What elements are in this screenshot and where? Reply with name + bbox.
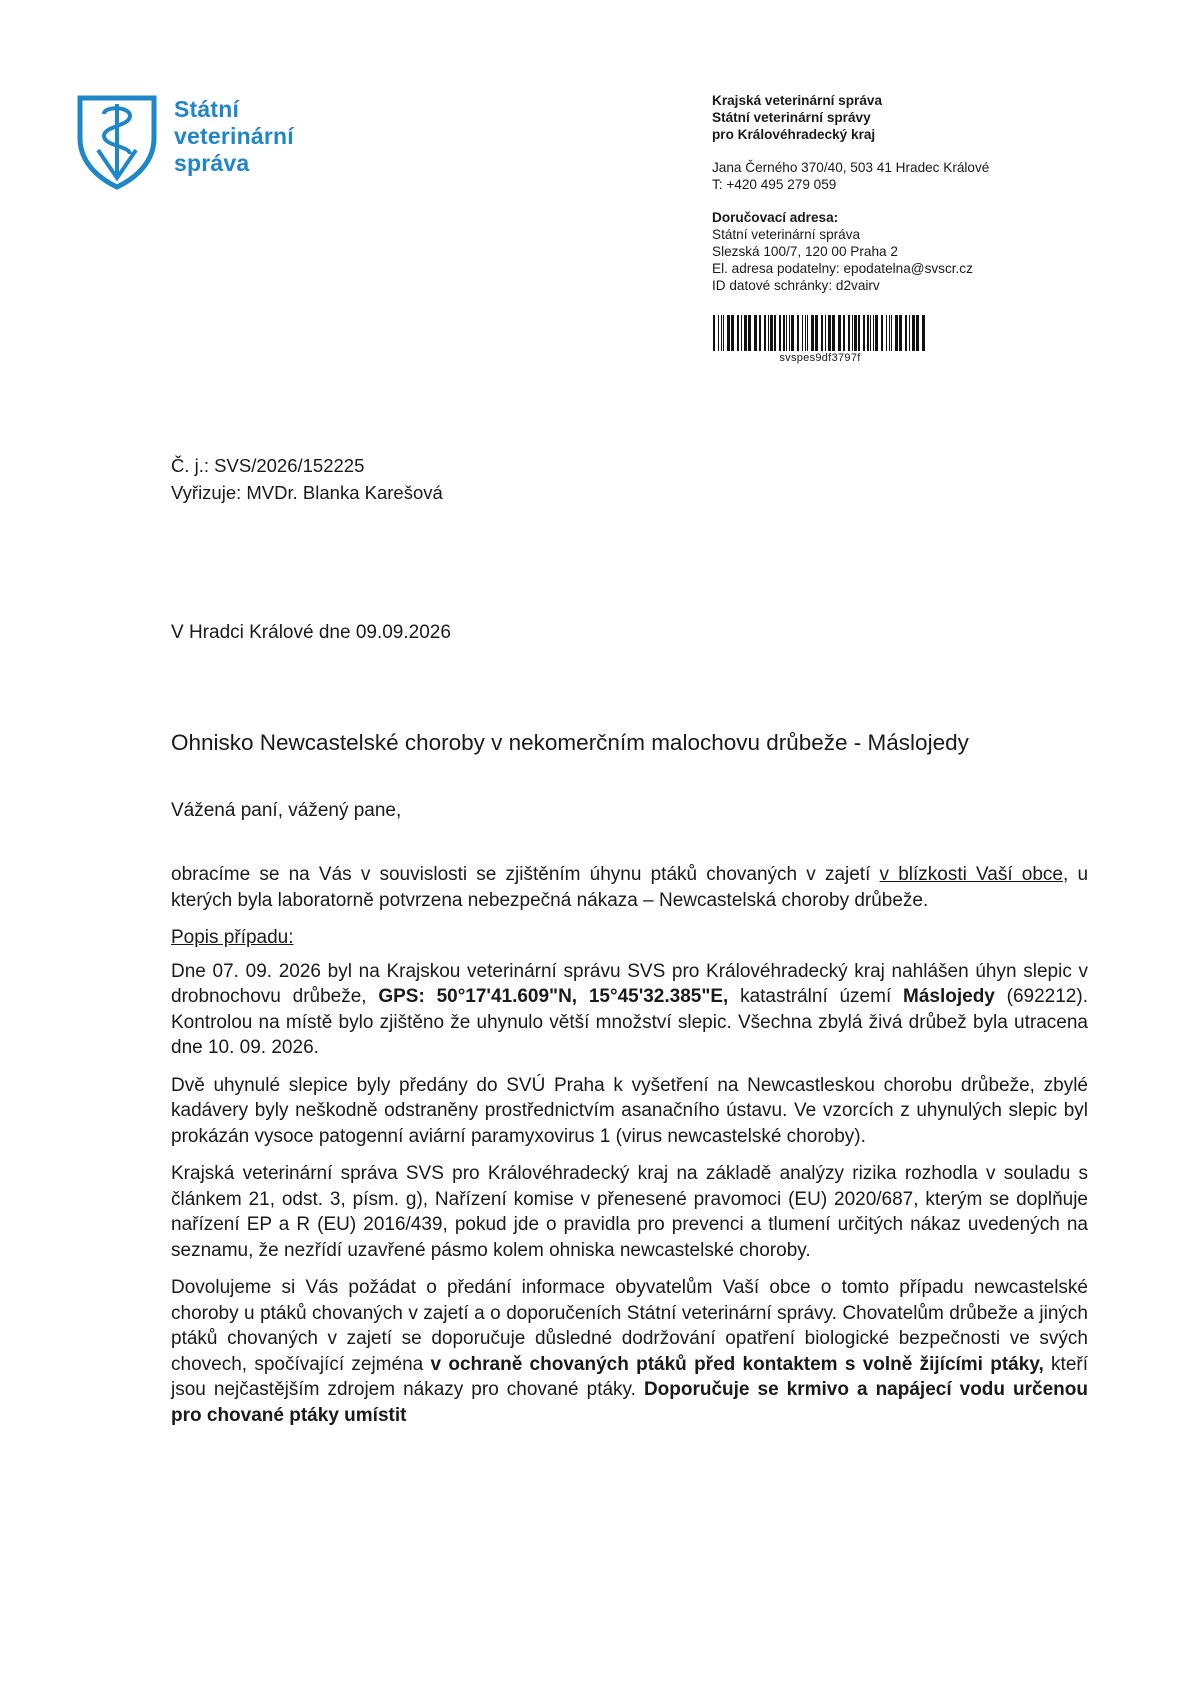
- barcode-bar: [912, 315, 915, 351]
- greeting: Vážená paní, vážený pane,: [171, 800, 402, 821]
- barcode-bar: [867, 315, 869, 351]
- reference-block: [171, 452, 443, 506]
- barcode-bar: [825, 315, 826, 351]
- barcode-bar: [759, 315, 761, 351]
- barcode-text: svspes9df3797f: [779, 352, 861, 364]
- barcode-bar: [797, 315, 799, 351]
- paragraph-4: Krajská veterinární správa SVS pro Královéhradecký kraj na základě analýzy rizika rozhodla v souladu s článkem 21, odst. 3, písm. g), Nařízení komise v přenesené pravomoci (EU) 2020/687, kterým se doplňuje nařízení EP a R (EU) 2016/439, pokud jde o pravidla pro prevenci a tlumení určitých nákaz uvedených na seznamu, že nezřídí uzavřené pásmo kolem ohniska newcastelské choroby.: [171, 1163, 1088, 1261]
- barcode-bar: [922, 315, 925, 351]
- barcode-bar: [721, 315, 722, 351]
- barcode-bar: [737, 315, 739, 351]
- barcode-bar: [858, 315, 860, 351]
- p5-bold-2: Doporučuje se krmivo a napájecí vodu určenou pro chované ptáky umístit: [171, 1379, 1088, 1426]
- barcode-bar: [748, 315, 751, 351]
- delivery-databox: ID datové schránky: d2vairv: [712, 278, 880, 293]
- logo-line-2: veterinární: [174, 123, 294, 149]
- barcode-bar: [811, 315, 814, 351]
- barcode-bar: [718, 315, 719, 351]
- barcode-bar: [843, 315, 845, 351]
- paragraph-2: [171, 959, 1088, 1061]
- sender-address: Jana Černého 370/40, 503 41 Hradec Králové: [712, 160, 990, 175]
- sender-phone: T: +420 495 279 059: [712, 177, 837, 192]
- barcode-bar: [727, 315, 730, 351]
- barcode-bar: [786, 315, 787, 351]
- barcode-bar: [889, 315, 890, 351]
- barcode-bar: [854, 315, 857, 351]
- barcode-bar: [791, 315, 794, 351]
- p5-text-a: Dovolujeme si Vás požádat o předání informace obyvatelům Vaší obce o tomto případu newcastelské choroby u ptáků chovaných v zajetí a o doporučeních Státní veterinární správy. Chovatelům drůbeže a jiných ptáků chovaných v zajetí se doporučuje důsledné dodržování opatření biologické bezpečnosti ve svých chovech, spočívající zejména: [171, 1277, 1088, 1375]
- case-heading: Popis případu:: [171, 927, 294, 948]
- barcode-bar: [789, 315, 790, 351]
- barcode-bar: [783, 315, 785, 351]
- barcode-bar: [832, 315, 835, 351]
- date-line: V Hradci Králové dne 09.09.2026: [171, 622, 451, 643]
- barcode-bar: [807, 315, 808, 351]
- barcode-bar: [899, 315, 902, 351]
- p1-text-b: , u kterých byla laboratorně potvrzena nebezpečná nákaza – Newcastelská choroby drůbeže.: [171, 864, 1089, 911]
- barcode-bar: [875, 315, 878, 351]
- barcode-bar: [909, 315, 910, 351]
- barcode-bar: [768, 315, 769, 351]
- barcode-bar: [770, 315, 773, 351]
- delivery-name: Státní veterinární správa: [712, 227, 861, 242]
- barcode-bar: [881, 315, 883, 351]
- paragraph-5: [171, 1275, 1088, 1428]
- sender-org-1: Krajská veterinární správa: [712, 93, 883, 108]
- delivery-street: Slezská 100/7, 120 00 Praha 2: [712, 244, 898, 259]
- barcode-bar: [731, 315, 734, 351]
- p1-underlined: v blízkosti Vaší obce: [879, 864, 1063, 885]
- barcode-bar: [891, 315, 892, 351]
- barcode-bar: [870, 315, 871, 351]
- logo-line-1: Státní: [174, 96, 240, 122]
- logo-line-3: správa: [174, 150, 250, 176]
- barcode-bar: [744, 315, 747, 351]
- svs-shield-icon: [74, 92, 160, 190]
- barcode-bar: [805, 315, 806, 351]
- barcode-bar: [886, 315, 887, 351]
- p5-text-b: kteří jsou nejčastějším zdrojem nákazy pro chované ptáky.: [171, 1353, 1089, 1400]
- delivery-label: Doručovací adresa:: [712, 210, 839, 225]
- p5-bold-1: v ochraně chovaných ptáků před kontaktem s volně žijícími ptáky,: [430, 1353, 1044, 1375]
- barcode-bar: [905, 315, 907, 351]
- barcode-bar: [764, 315, 766, 351]
- svs-logo: [74, 92, 374, 202]
- barcode-bar: [802, 315, 803, 351]
- barcode-bar: [873, 315, 874, 351]
- barcode-bar: [848, 315, 850, 351]
- barcode-bar: [779, 315, 781, 351]
- barcode-bar: [852, 315, 853, 351]
- letter-body: [171, 862, 1088, 1440]
- barcode-bar: [713, 315, 715, 351]
- p1-text-a: obracíme se na Vás v souvislosti se zjištěním úhynu ptáků chovaných v zajetí: [171, 864, 880, 885]
- barcode-bar: [723, 315, 724, 351]
- paragraph-1: [171, 862, 1088, 913]
- delivery-email: El. adresa podatelny: epodatelna@svscr.cz: [712, 261, 973, 276]
- barcode-bar: [754, 315, 757, 351]
- p2-gps: GPS: 50°17'41.609"N, 15°45'32.385"E,: [378, 986, 729, 1007]
- barcode-bar: [916, 315, 919, 351]
- sender-org-2: Státní veterinární správy: [712, 110, 871, 125]
- reference-number: Č. j.: SVS/2026/152225: [171, 455, 365, 476]
- p2-place: Máslojedy: [903, 986, 995, 1007]
- barcode-bar: [863, 315, 865, 351]
- p2-text-c: (692212). Kontrolou na místě bylo zjištěno že uhynulo větší množství slepic. Všechna zbylá živá drůbež byla utracena dne 10. 09. 2026.: [171, 986, 1088, 1058]
- paragraph-3: Dvě uhynulé slepice byly předány do SVÚ Praha k vyšetření na Newcastleskou chorobu drůbeže, zbylé kadávery byly neškodně odstraněny prostřednictvím asanačního ústavu. Ve vzorcích z uhynulých slepic byl prokázán vysoce patogenní aviární paramyxovirus 1 (virus newcastelské choroby).: [171, 1074, 1088, 1147]
- barcode-bar: [741, 315, 742, 351]
- barcode-bar: [828, 315, 831, 351]
- barcode-bar: [815, 315, 818, 351]
- barcode: [713, 315, 927, 351]
- letter-title: Ohnisko Newcastelské choroby v nekomerčním malochovu drůbeže - Máslojedy: [171, 730, 969, 755]
- barcode-bar: [821, 315, 823, 351]
- barcode-bar: [895, 315, 898, 351]
- p2-text-b: katastrální území: [728, 986, 903, 1007]
- sender-address-block: [712, 92, 989, 294]
- reference-handler: Vyřizuje: MVDr. Blanka Karešová: [171, 482, 443, 503]
- sender-org-3: pro Královéhradecký kraj: [712, 127, 876, 142]
- barcode-bar: [774, 315, 776, 351]
- barcode-bar: [838, 315, 841, 351]
- p2-text-a: Dne 07. 09. 2026 byl na Krajskou veterinární správu SVS pro Královéhradecký kraj nahlášen úhyn slepic v drobnochovu drůbeže,: [171, 960, 1088, 1007]
